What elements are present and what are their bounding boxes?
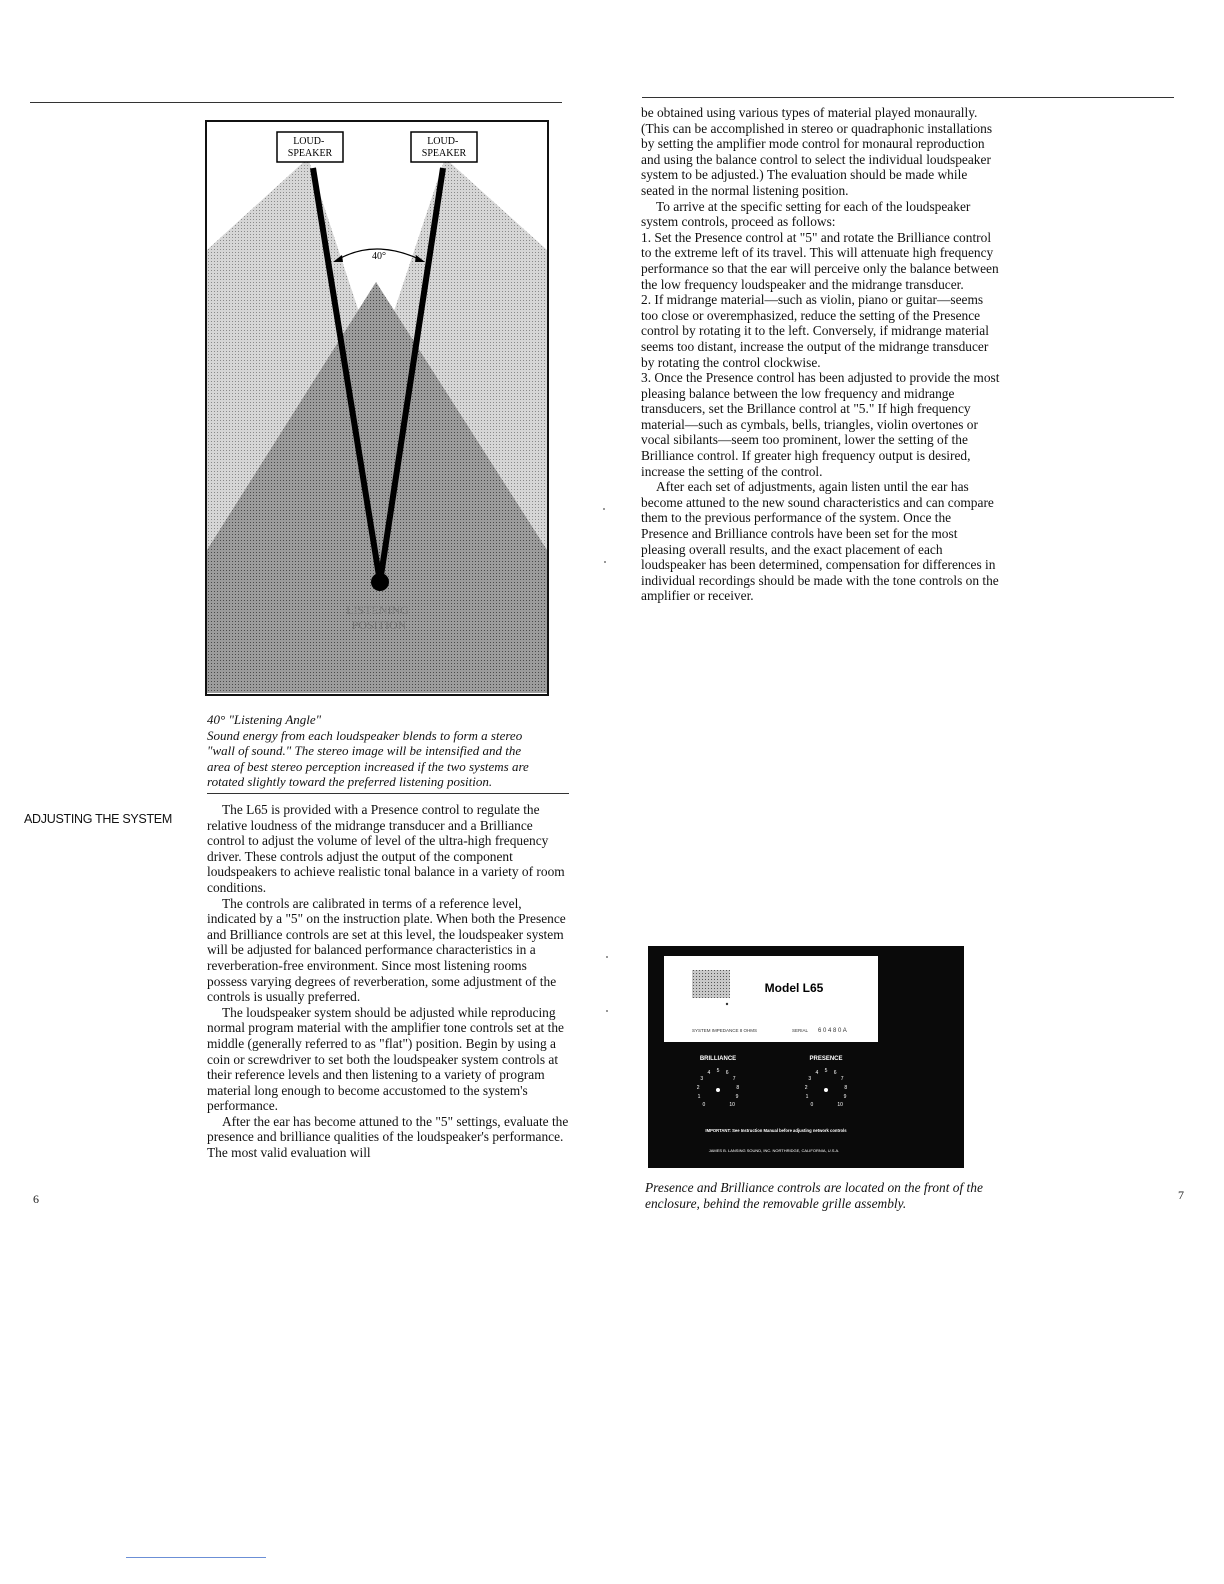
body-paragraph: be obtained using various types of material played monaurally. (This can be accomplished in stereo or quadraphonic installations by setting the amplifier mode control for monaural reproduction and using the balance control to select the individual loudspeaker system to be adjusted.) The evaluation should be made while seated in the normal listening position. xyxy=(641,105,993,198)
dial-number: 10 xyxy=(729,1102,735,1109)
dial-knob[interactable] xyxy=(716,1088,720,1092)
dial-number: 4 xyxy=(707,1070,711,1077)
body-paragraph: After each set of adjustments, again listen until the ear has become attuned to the new sound characteristics and can compare them to the previous performance of the system. Once the Presence and Brilliance controls have been set for the most pleasing overall results, and the exact placement of each loudspeaker has been determined, compensation for differences in individual recordings should be made with the tone controls on the amplifier or receiver. xyxy=(641,479,999,604)
step-paragraph: 1. Set the Presence control at "5" and rotate the Brilliance control to the extreme left of its travel. This will attenuate high frequency performance so that the ear will perceive only the balance between the low frequency loudspeaker and the midrange transducer. xyxy=(641,229,999,292)
section-heading: ADJUSTING THE SYSTEM xyxy=(24,812,172,826)
dial-number: 5 xyxy=(716,1068,720,1074)
serial-number: 6 0 4 8 0 A xyxy=(818,1028,847,1034)
listening-angle-caption xyxy=(207,712,567,790)
right-page-top-rule xyxy=(642,97,1174,98)
dial-number: 6 xyxy=(833,1070,837,1077)
brilliance-label: BRILLIANCE xyxy=(699,1056,737,1062)
dial-number: 3 xyxy=(808,1076,812,1083)
logo-dot xyxy=(726,1003,728,1005)
scan-speck xyxy=(604,561,606,563)
caption-line: 40° "Listening Angle" xyxy=(207,712,322,727)
body-paragraph: To arrive at the specific setting for each of the loudspeaker system controls, proceed as follows: xyxy=(641,198,971,230)
caption-line: rotated slightly toward the preferred listening position. xyxy=(207,774,493,789)
angle-label: 40° xyxy=(372,251,386,262)
caption-line: "wall of sound." The stereo image will be intensified and the xyxy=(207,743,522,758)
presence-label: PRESENCE xyxy=(809,1056,843,1062)
dial-number: 1 xyxy=(805,1094,809,1101)
right-page-body xyxy=(641,105,1001,604)
body-paragraph: The loudspeaker system should be adjusted while reproducing normal program material with the amplifier tone controls set at the middle (generally referred to as "flat") position. Begin by using a coin or screwdriver to set both the loudspeaker system controls at their reference levels and then listening to a variety of program material long enough to become accustomed to the system's performance. xyxy=(207,1004,564,1114)
dial-number: 2 xyxy=(804,1084,808,1091)
caption-bottom-rule xyxy=(207,793,569,794)
caption-line: Sound energy from each loudspeaker blends to form a stereo xyxy=(207,727,523,743)
dial-number: 0 xyxy=(702,1102,706,1109)
maker-line: JAMES B. LANSING SOUND, INC. NORTHRIDGE, CALIFORNIA, U.S.A. xyxy=(708,1148,840,1153)
page-number-left: 6 xyxy=(33,1192,39,1206)
left-page-body xyxy=(207,802,569,1161)
caption-line: Presence and Brilliance controls are located on the front of the xyxy=(645,1180,983,1195)
left-speaker-label: LOUD- SPEAKER xyxy=(287,136,333,159)
dial-number: 7 xyxy=(732,1076,736,1083)
impedance-label: SYSTEM IMPEDANCE 8 OHMS xyxy=(692,1028,758,1033)
serial-label: SERIAL xyxy=(792,1028,809,1033)
dial-number: 5 xyxy=(824,1068,828,1074)
dial-knob[interactable] xyxy=(824,1088,828,1092)
control-plate-caption xyxy=(645,1180,1015,1211)
scan-speck xyxy=(603,508,605,510)
important-note: IMPORTANT: See Instruction Manual before adjusting network controls xyxy=(705,1128,847,1133)
left-page-top-rule xyxy=(30,102,562,103)
dial-number: 8 xyxy=(736,1084,740,1091)
listening-angle-diagram xyxy=(205,120,549,696)
right-speaker-label: LOUD- SPEAKER xyxy=(421,136,467,159)
scan-speck xyxy=(606,956,608,958)
step-paragraph: 3. Once the Presence control has been adjusted to provide the most pleasing balance between the low frequency and midrange transducers, set the Brillance control at "5." If high frequency material—such as cymbals, bells, triangles, violin overtones or vocal sibilants—seem too prominent, lower the setting of the Brilliance control. If greater high frequency output is desired, increase the setting of the control. xyxy=(641,370,1000,479)
listening-position-label: LISTENING POSITION xyxy=(346,603,409,632)
scan-edge-line xyxy=(126,1557,266,1558)
body-paragraph: The controls are calibrated in terms of a reference level, indicated by a "5" on the instruction plate. When both the Presence and Brilliance controls are set at this level, the loudspeaker system will be adjusted for balanced performance characteristics in a reverberation-free environment. Since most listening rooms possess varying degrees of reverberation, some adjustment of the controls is usually preferred. xyxy=(207,895,566,1005)
dial-number: 9 xyxy=(843,1094,847,1101)
body-paragraph: After the ear has become attuned to the "5" settings, evaluate the presence and brilliance qualities of the loudspeaker's performance. The most valid evaluation will xyxy=(207,1113,569,1161)
jbl-logo xyxy=(692,970,730,998)
caption-line: area of best stereo perception increased if the two systems are xyxy=(207,758,529,774)
listener-dot xyxy=(371,573,389,591)
control-plate-photo xyxy=(648,946,964,1168)
dial-number: 1 xyxy=(697,1094,701,1101)
step-paragraph: 2. If midrange material—such as violin, piano or guitar—seems too close or overemphasized, reduce the setting of the Presence control by rotating it to the left. Conversely, if midrange material seems too distant, increase the output of the midrange transducer by rotating the control clockwise. xyxy=(641,292,989,370)
dial-number: 9 xyxy=(735,1094,739,1101)
model-label: Model L65 xyxy=(764,981,824,995)
dial-number: 8 xyxy=(844,1084,848,1091)
dial-number: 6 xyxy=(725,1070,729,1077)
body-paragraph: The L65 is provided with a Presence control to regulate the relative loudness of the midrange transducer and a Brilliance control to adjust the volume of level of the ultra-high frequency driver. These controls adjust the output of the component loudspeakers to achieve realistic tonal balance in a variety of room conditions. xyxy=(207,802,565,895)
dial-number: 2 xyxy=(696,1084,700,1091)
dial-number: 0 xyxy=(810,1102,814,1109)
dial-number: 3 xyxy=(700,1076,704,1083)
dial-number: 10 xyxy=(837,1102,843,1109)
dial-number: 4 xyxy=(815,1070,819,1077)
caption-line: enclosure, behind the removable grille assembly. xyxy=(645,1195,907,1211)
scan-speck xyxy=(606,1010,608,1012)
dial-number: 7 xyxy=(840,1076,844,1083)
page-number-right: 7 xyxy=(1178,1188,1184,1202)
